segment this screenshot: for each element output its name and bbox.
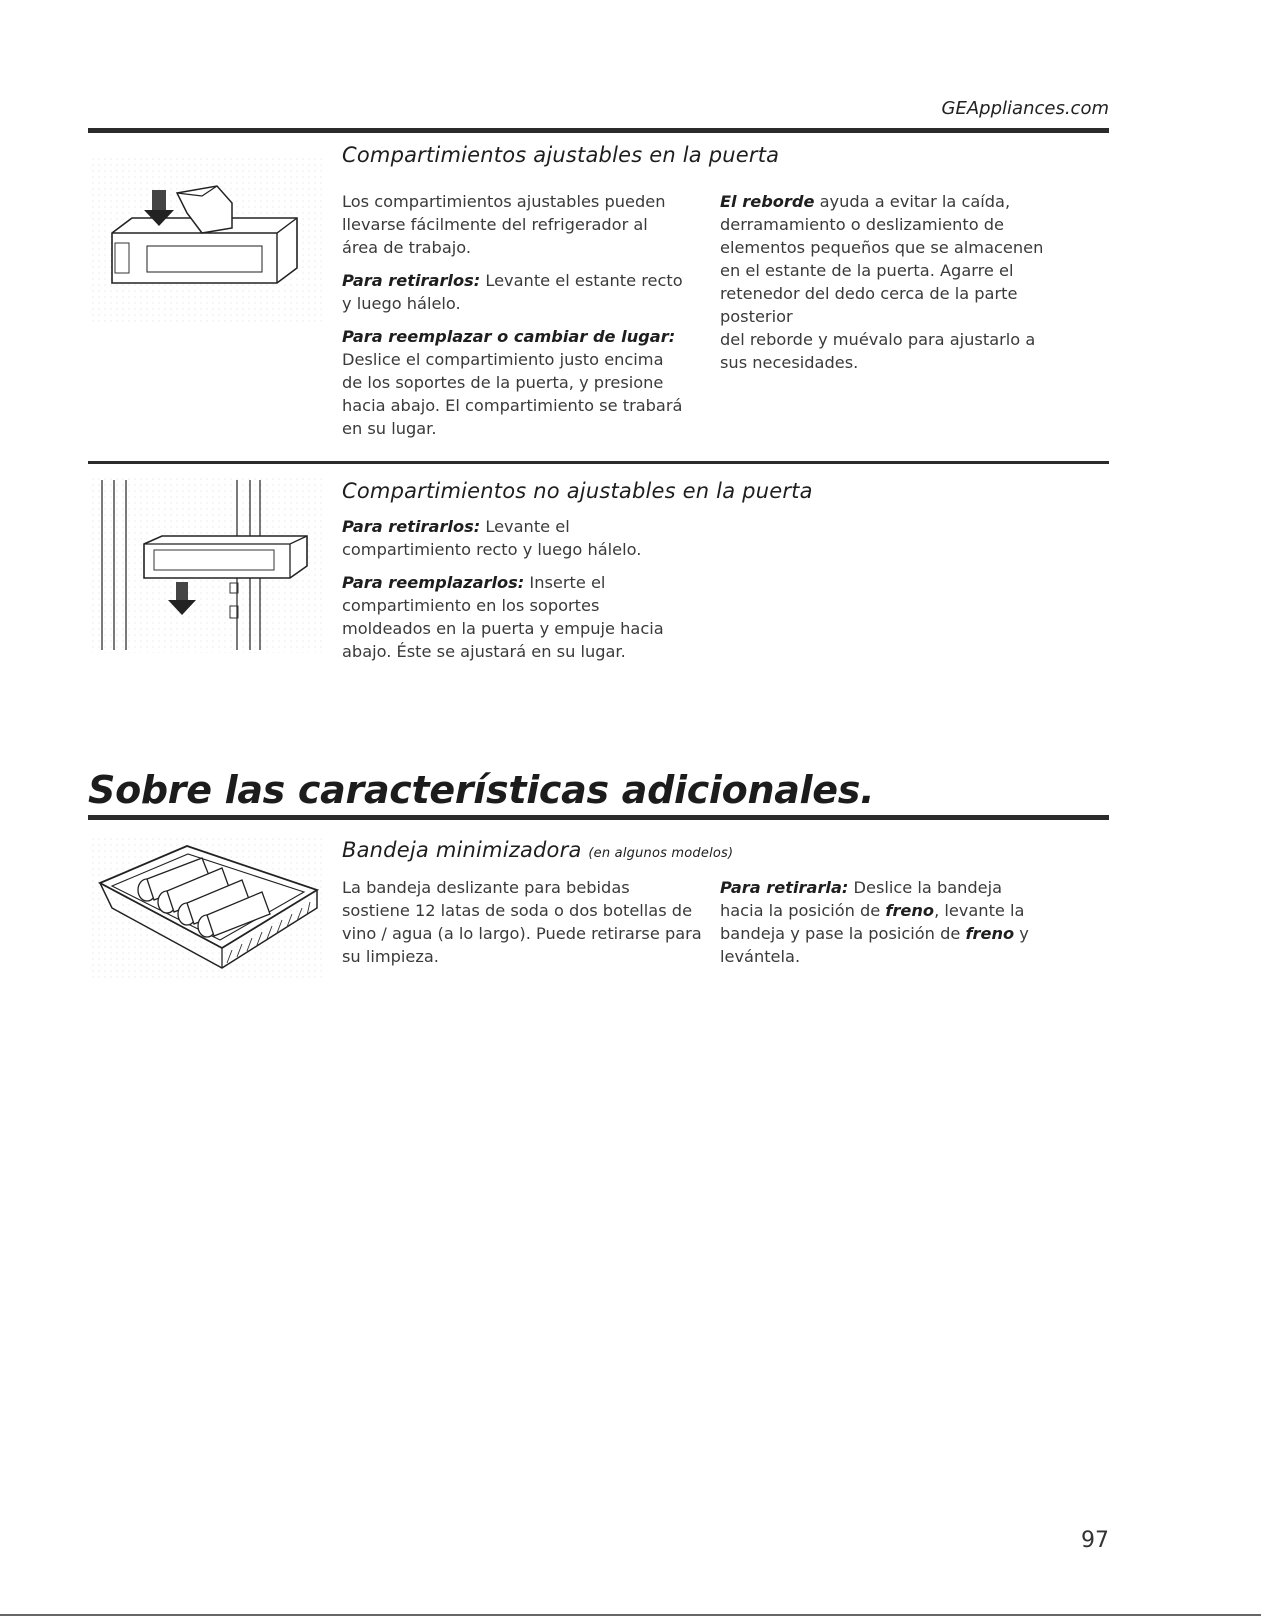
- section2-body: [342, 515, 687, 673]
- section2-replace: [342, 571, 687, 663]
- section3-col1: [342, 876, 702, 978]
- rim-label: El reborde: [720, 192, 815, 211]
- section1-intro: Los compartimientos ajustables pueden llevarse fácilmente del refrigerador al área de trabajo.: [342, 192, 666, 257]
- tray-description: La bandeja deslizante para bebidas sostiene 12 latas de soda o dos botellas de vino / agua (a lo largo). Puede retirarse para su limpieza.: [342, 878, 702, 966]
- rim-text: ayuda a evitar la caída, derramamiento o deslizamiento de elementos pequeños que se almacenen en el estante de la puerta. Agarre el retenedor del dedo cerca de la parte posterior: [720, 192, 1044, 326]
- top-rule: [88, 128, 1109, 133]
- section1-title: Compartimientos ajustables en la puerta: [342, 143, 780, 167]
- tray-remove-label: Para retirarla:: [720, 878, 849, 897]
- site-url: GEAppliances.com: [941, 98, 1109, 119]
- bottom-edge-rule: [0, 1614, 1261, 1616]
- section3-title: [342, 838, 733, 862]
- section1-col1: [342, 190, 687, 450]
- section1-replace: [342, 325, 687, 440]
- remove-text: Levante el compartimiento recto y luego hálelo.: [342, 517, 642, 559]
- adjustable-bin-illustration: [92, 158, 322, 323]
- page-number: 97: [1081, 1528, 1109, 1553]
- remove-label: Para retirarlos:: [342, 271, 481, 290]
- section1-remove: [342, 269, 687, 315]
- rim-paragraph-2: del reborde y muévalo para ajustarlo a sus necesidades.: [720, 330, 1036, 372]
- remove-text: Levante el estante recto y luego hálelo.: [342, 271, 683, 313]
- freno-term-2: freno: [965, 924, 1015, 943]
- freno-term-1: freno: [885, 901, 935, 920]
- remove-label: Para retirarlos:: [342, 517, 481, 536]
- section2-title: Compartimientos no ajustables en la puerta: [342, 479, 813, 503]
- section2-remove: [342, 515, 687, 561]
- replace-text: Inserte el compartimiento en los soportes moldeados en la puerta y empuje hacia abajo. Éste se ajustará en su lugar.: [342, 573, 664, 661]
- replace-label: Para reemplazar o cambiar de lugar:: [342, 327, 676, 346]
- tray-title-note: (en algunos modelos): [588, 846, 734, 861]
- tray-title: Bandeja minimizadora: [342, 838, 582, 862]
- replace-text: Deslice el compartimiento justo encima de los soportes de la puerta, y presione hacia abajo. El compartimiento se trabará en su lugar.: [342, 350, 683, 438]
- replace-label: Para reemplazarlos:: [342, 573, 525, 592]
- rim-paragraph: [720, 190, 1045, 328]
- tray-remove: [720, 876, 1045, 968]
- main-heading: Sobre las características adicionales.: [88, 768, 875, 812]
- section1-bottom-rule: [88, 461, 1109, 464]
- tray-remove-text-1: Deslice la bandeja hacia la posición de: [720, 878, 1003, 920]
- beverage-tray-illustration: [92, 838, 322, 978]
- tray-remove-text-3: y levántela.: [720, 924, 1029, 966]
- section1-col2: [720, 190, 1045, 384]
- main-heading-rule: [88, 815, 1109, 820]
- section3-col2: [720, 876, 1045, 978]
- tray-remove-text-2: , levante la bandeja y pase la posición de: [720, 901, 1025, 943]
- fixed-bin-illustration: [92, 478, 322, 653]
